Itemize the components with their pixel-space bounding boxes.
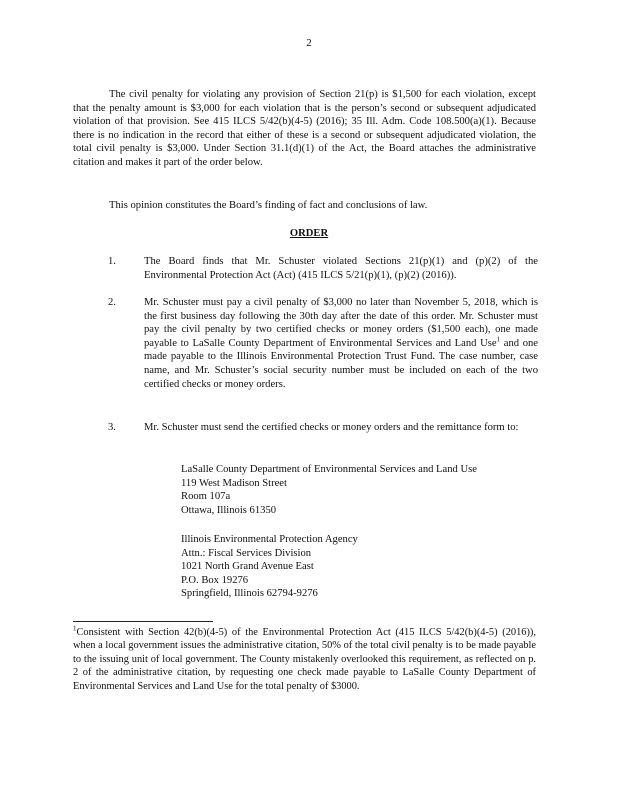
address-line: Ottawa, Illinois 61350 xyxy=(181,504,277,516)
footnote-reference[interactable]: 1 xyxy=(496,335,501,344)
order-item xyxy=(108,296,538,391)
order-heading: ORDER xyxy=(289,228,329,239)
order-item xyxy=(108,255,538,282)
address-line: 119 West Madison Street xyxy=(181,477,287,489)
footnote-divider xyxy=(73,621,213,622)
order-item-number: 2. xyxy=(108,297,116,308)
address-line: P.O. Box 19276 xyxy=(181,574,249,586)
order-item-number: 1. xyxy=(108,256,116,267)
address-line: Room 107a xyxy=(181,491,231,503)
order-item-text xyxy=(144,296,538,391)
address-line: 1021 North Grand Avenue East xyxy=(181,561,314,573)
address-iepa xyxy=(181,533,521,601)
address-line: Springfield, Illinois 62794-9276 xyxy=(181,588,318,600)
page-number: 2 xyxy=(306,37,312,49)
order-item xyxy=(108,421,538,435)
order-item-text-part: and one made payable to the Illinois Environmental Protection Trust Fund. The case number, case name, and Mr. Schuster’s social security number must be included on each of the two certified checks or money orders. xyxy=(144,337,538,390)
footnote-text: Consistent with Section 42(b)(4-5) of the Environmental Protection Act (415 ILCS 5/42(b)(4-5) (2016)), when a local government issues the administrative citation, 50% of the total civil penalty is to be made payable to the issuing unit of local government. The County mistakenly overlooked this requirement, as reflected on p. 2 of the administrative citation, by requesting one check made payable to LaSalle County Department of Environmental Services and Land Use for the total penalty of $3000. xyxy=(73,627,536,692)
footnote xyxy=(73,626,536,693)
penalty-paragraph: The civil penalty for violating any provision of Section 21(p) is $1,500 for each violation, except that the penalty amount is $3,000 for each violation that is the person’s second or subsequent adjudicated violation of that provision. See 415 ILCS 5/42(b)(4-5) (2016); 35 Ill. Adm. Code 108.500(a)(1). Because there is no indication in the record that either of these is a second or subsequent adjudicated violation, the total civil penalty is $3,000. Under Section 31.1(d)(1) of the Act, the Board attaches the administrative citation and makes it part of the order below. xyxy=(73,89,536,168)
order-item-text: Mr. Schuster must send the certified checks or money orders and the remittance form to: xyxy=(144,422,519,433)
address-lasalle-county xyxy=(181,463,521,517)
order-item-text-part: Mr. Schuster must pay a civil penalty of $3,000 no later than November 5, 2018, which is the first business day following the 30th day after the date of this order. Mr. Schuster must pay the civil penalty by two certified checks or money orders ($1,500 each), one made payable to LaSalle County Department of Environmental Services and Land Use xyxy=(144,297,538,349)
footnote-marker: 1 xyxy=(73,624,77,633)
address-line: Illinois Environmental Protection Agency xyxy=(181,534,358,545)
order-item-text: The Board finds that Mr. Schuster violated Sections 21(p)(1) and (p)(2) of the Environmental Protection Act (Act) (415 ILCS 5/21(p)(1), (p)(2) (2016)). xyxy=(144,256,538,281)
address-line: LaSalle County Department of Environmental Services and Land Use xyxy=(181,464,477,475)
opinion-paragraph: This opinion constitutes the Board’s finding of fact and conclusions of law. xyxy=(109,200,428,211)
order-item-number: 3. xyxy=(108,422,116,433)
address-line: Attn.: Fiscal Services Division xyxy=(181,547,312,559)
